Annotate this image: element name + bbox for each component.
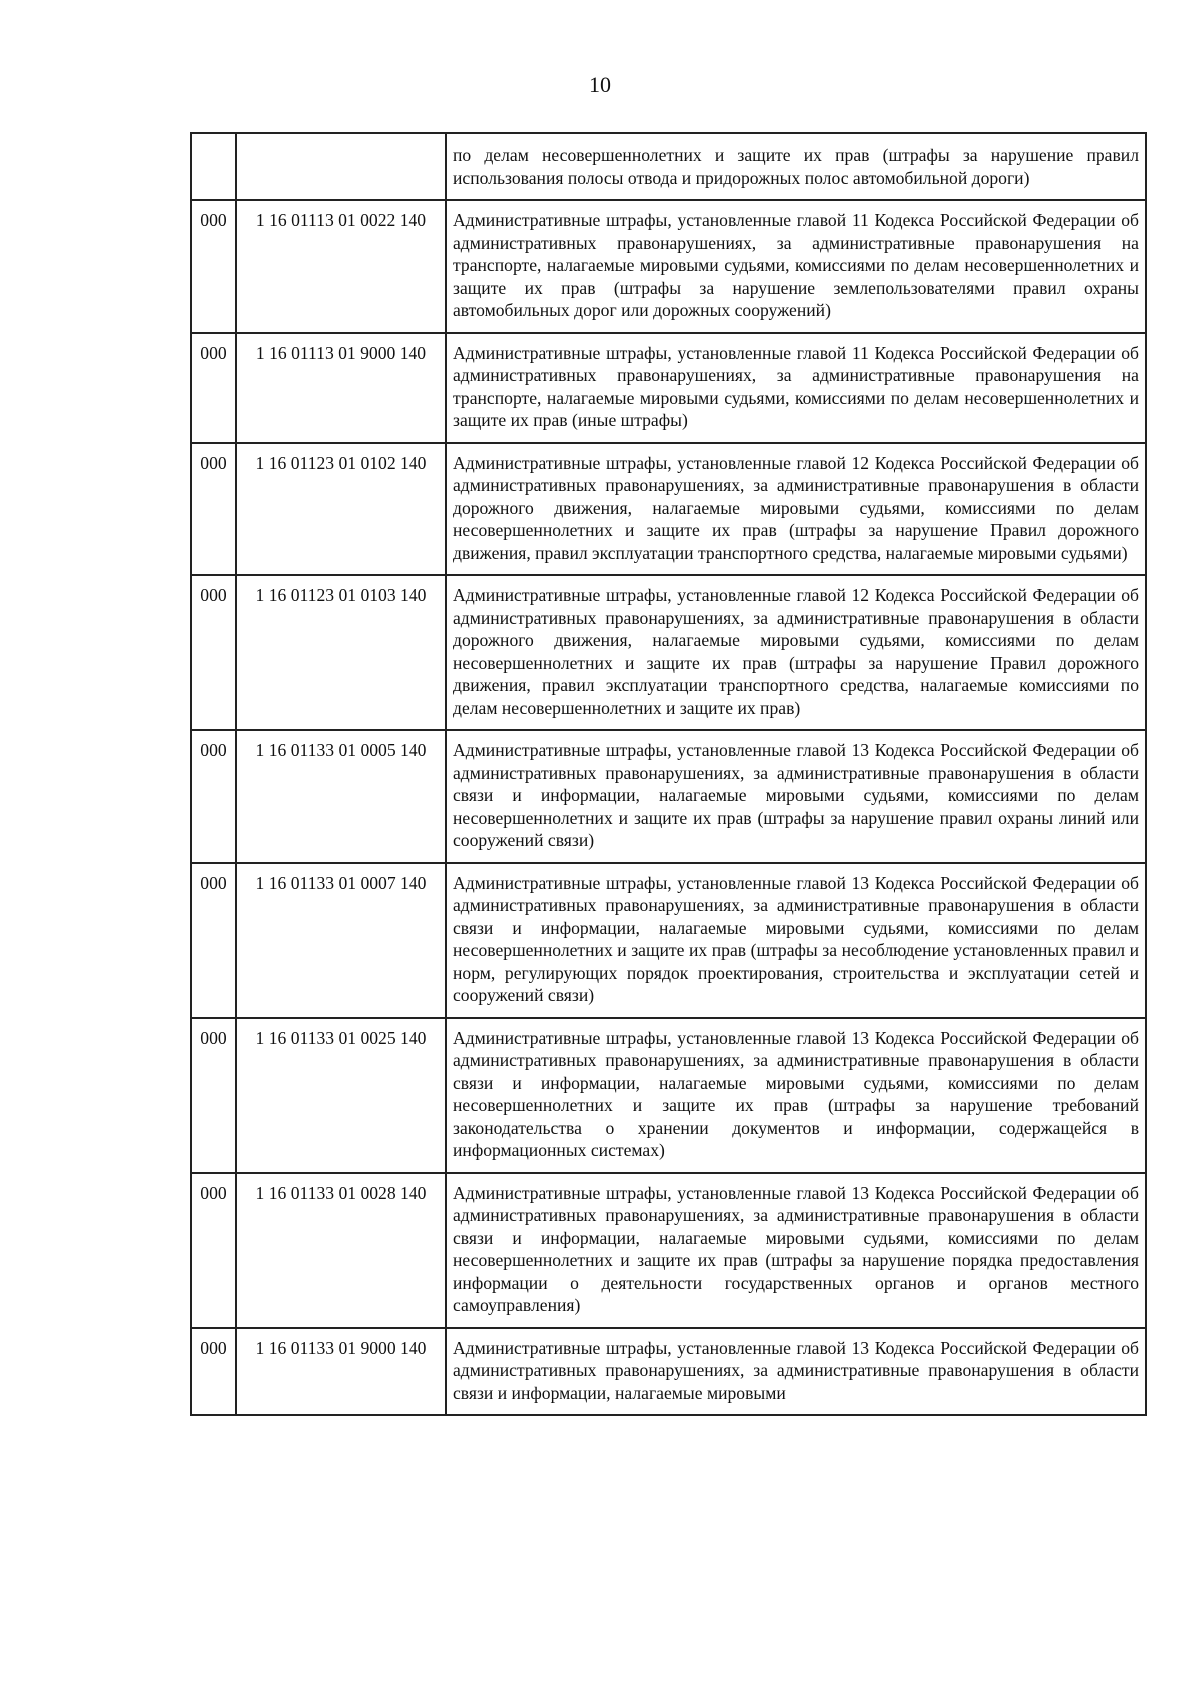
kbk-code-cell: 1 16 01113 01 9000 140 bbox=[236, 333, 446, 443]
kbk-code-cell: 1 16 01133 01 0028 140 bbox=[236, 1173, 446, 1328]
revenue-name-cell: по делам несовершеннолетних и защите их прав (штрафы за нарушение правил использования полосы отвода и придорожных полос автомобильной дороги) bbox=[446, 133, 1146, 200]
page-number: 10 bbox=[589, 72, 611, 97]
budget-classification-table bbox=[190, 132, 1147, 1416]
revenue-name-cell: Административные штрафы, установленные главой 13 Кодекса Российской Федерации об административных правонарушениях, за административные правонарушения в области связи и информации, налагаемые мировыми судьями, комиссиями по делам несовершеннолетних и защите их прав (штрафы за нарушение порядка предоставления информации о деятельности государственных органов и органов местного самоуправления) bbox=[446, 1173, 1146, 1328]
table-row bbox=[191, 133, 1146, 200]
table-row bbox=[191, 1173, 1146, 1328]
kbk-code-cell: 1 16 01133 01 0005 140 bbox=[236, 730, 446, 863]
admin-code-cell: 000 bbox=[191, 200, 236, 333]
admin-code-cell: 000 bbox=[191, 333, 236, 443]
revenue-name-cell: Административные штрафы, установленные главой 11 Кодекса Российской Федерации об административных правонарушениях, за административные правонарушения на транспорте, налагаемые мировыми судьями, комиссиями по делам несовершеннолетних и защите их прав (штрафы за нарушение землепользователями правил охраны автомобильных дорог или дорожных сооружений) bbox=[446, 200, 1146, 333]
revenue-name-cell: Административные штрафы, установленные главой 13 Кодекса Российской Федерации об административных правонарушениях, за административные правонарушения в области связи и информации, налагаемые мировыми судьями, комиссиями по делам несовершеннолетних и защите их прав (штрафы за нарушение правил охраны линий или сооружений связи) bbox=[446, 730, 1146, 863]
table-row bbox=[191, 1328, 1146, 1416]
table-row bbox=[191, 863, 1146, 1018]
revenue-name-cell: Административные штрафы, установленные главой 11 Кодекса Российской Федерации об административных правонарушениях, за административные правонарушения на транспорте, налагаемые мировыми судьями, комиссиями по делам несовершеннолетних и защите их прав (иные штрафы) bbox=[446, 333, 1146, 443]
admin-code-cell: 000 bbox=[191, 863, 236, 1018]
admin-code-cell: 000 bbox=[191, 730, 236, 863]
revenue-name-cell: Административные штрафы, установленные главой 12 Кодекса Российской Федерации об административных правонарушениях, за административные правонарушения в области дорожного движения, налагаемые мировыми судьями, комиссиями по делам несовершеннолетних и защите их прав (штрафы за нарушение Правил дорожного движения, правил эксплуатации транспортного средства, налагаемые комиссиями по делам несовершеннолетних и защите их прав) bbox=[446, 575, 1146, 730]
kbk-code-cell: 1 16 01123 01 0103 140 bbox=[236, 575, 446, 730]
revenue-name-cell: Административные штрафы, установленные главой 13 Кодекса Российской Федерации об административных правонарушениях, за административные правонарушения в области связи и информации, налагаемые мировыми судьями, комиссиями по делам несовершеннолетних и защите их прав (штрафы за нарушение требований законодательства о хранении документов и информации, содержащейся в информационных системах) bbox=[446, 1018, 1146, 1173]
revenue-name-cell: Административные штрафы, установленные главой 12 Кодекса Российской Федерации об административных правонарушениях, за административные правонарушения в области дорожного движения, налагаемые мировыми судьями, комиссиями по делам несовершеннолетних и защите их прав (штрафы за нарушение Правил дорожного движения, правил эксплуатации транспортного средства, налагаемые мировыми судьями) bbox=[446, 443, 1146, 576]
table-row bbox=[191, 200, 1146, 333]
revenue-name-cell: Административные штрафы, установленные главой 13 Кодекса Российской Федерации об административных правонарушениях, за административные правонарушения в области связи и информации, налагаемые мировыми bbox=[446, 1328, 1146, 1416]
admin-code-cell: 000 bbox=[191, 575, 236, 730]
kbk-code-cell: 1 16 01133 01 0025 140 bbox=[236, 1018, 446, 1173]
table-row bbox=[191, 730, 1146, 863]
admin-code-cell bbox=[191, 133, 236, 200]
kbk-code-cell: 1 16 01113 01 0022 140 bbox=[236, 200, 446, 333]
kbk-code-cell: 1 16 01133 01 9000 140 bbox=[236, 1328, 446, 1416]
admin-code-cell: 000 bbox=[191, 443, 236, 576]
admin-code-cell: 000 bbox=[191, 1328, 236, 1416]
kbk-code-cell: 1 16 01123 01 0102 140 bbox=[236, 443, 446, 576]
admin-code-cell: 000 bbox=[191, 1173, 236, 1328]
revenue-name-cell: Административные штрафы, установленные главой 13 Кодекса Российской Федерации об административных правонарушениях, за административные правонарушения в области связи и информации, налагаемые мировыми судьями, комиссиями по делам несовершеннолетних и защите их прав (штрафы за несоблюдение установленных правил и норм, регулирующих порядок проектирования, строительства и эксплуатации сетей и сооружений связи) bbox=[446, 863, 1146, 1018]
admin-code-cell: 000 bbox=[191, 1018, 236, 1173]
table-row bbox=[191, 575, 1146, 730]
kbk-code-cell: 1 16 01133 01 0007 140 bbox=[236, 863, 446, 1018]
table-row bbox=[191, 1018, 1146, 1173]
table-row bbox=[191, 443, 1146, 576]
kbk-code-cell bbox=[236, 133, 446, 200]
table-row bbox=[191, 333, 1146, 443]
